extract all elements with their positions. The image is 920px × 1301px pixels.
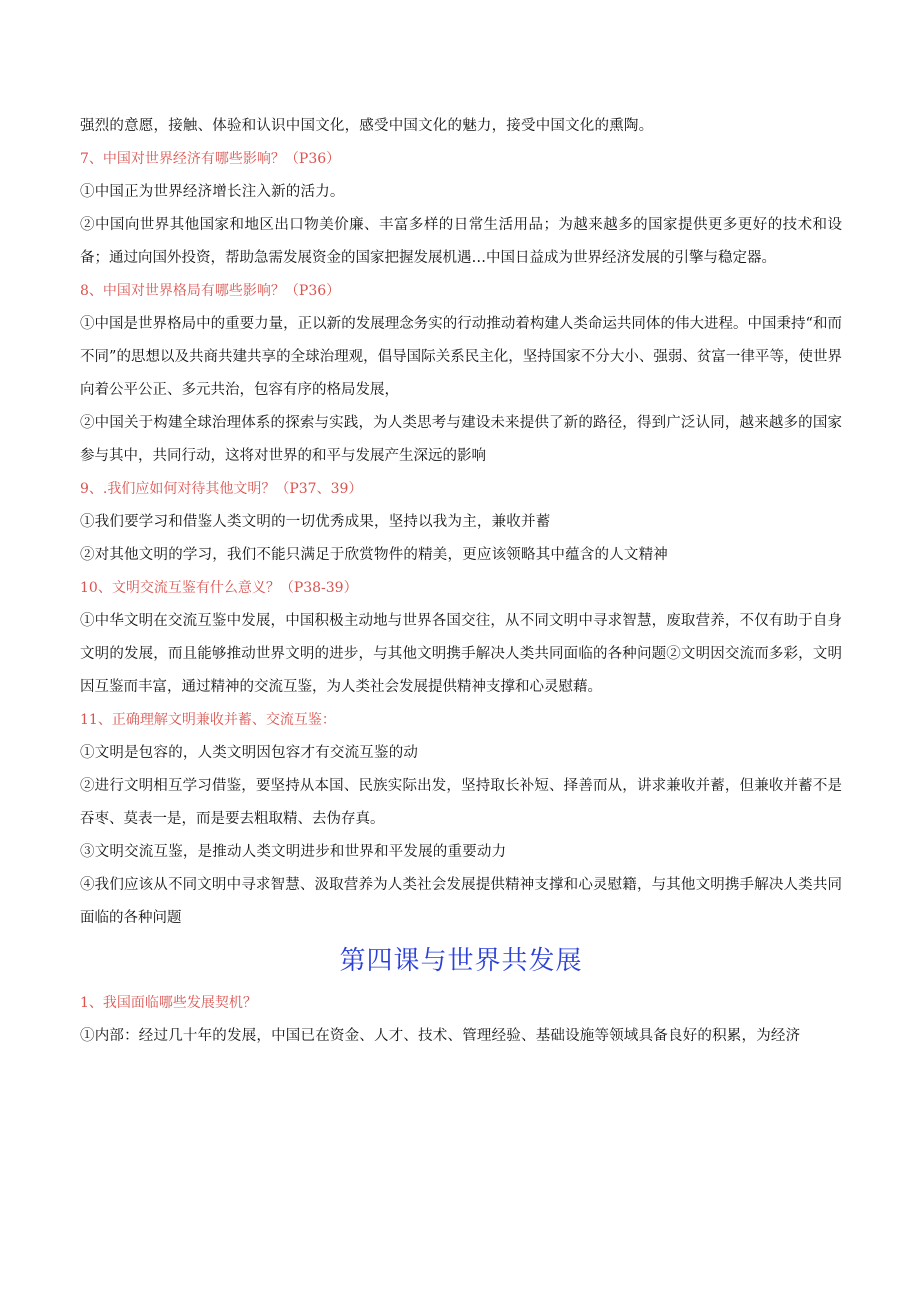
document-content <box>80 110 842 1053</box>
question-11-answer-1: ①文明是包容的，人类文明因包容才有交流互鉴的动 <box>80 745 419 761</box>
question-10-title: 10、文明交流互鉴有什么意义？（P38-39） <box>80 580 358 596</box>
question-11-answer-3: ③文明交流互鉴，是推动人类文明进步和世界和平发展的重要动力 <box>80 844 507 860</box>
question-8-title: 8、中国对世界格局有哪些影响？（P36） <box>80 283 341 299</box>
question-11-answer-4: ④我们应该从不同文明中寻求智慧、汲取营养为人类社会发展提供精神支撑和心灵慰籍，与其他文明携手解决人类共同面临的各种问题 <box>80 877 842 926</box>
question-9-answer-1: ①我们要学习和借鉴人类文明的一切优秀成果，坚持以我为主，兼收并蓄 <box>80 514 551 530</box>
question-8-answer-1: ①中国是世界格局中的重要力量，正以新的发展理念务实的行动推动着构建人类命运共同体的伟大进程。中国秉持“和而不同”的思想以及共商共建共享的全球治理观，倡导国际关系民主化，坚持国家不分大小、强弱、贫富一律平等，使世界向着公平公正、多元共治，包容有序的格局发展， <box>80 316 842 398</box>
question-7-answer-2: ②中国向世界其他国家和地区出口物美价廉、丰富多样的日常生活用品；为越来越多的国家提供更多更好的技术和设备；通过向国外投资，帮助急需发展资金的国家把握发展机遇…中国日益成为世界经济发展的引擎与稳定器。 <box>80 217 842 266</box>
question-9-answer-2: ②对其他文明的学习，我们不能只满足于欣赏物件的精美，更应该领略其中蕴含的人文精神 <box>80 547 668 563</box>
question-7-answer-1: ①中国正为世界经济增长注入新的活力。 <box>80 184 345 200</box>
intro-text: 强烈的意愿，接触、体验和认识中国文化，感受中国文化的魅力，接受中国文化的熏陶。 <box>80 118 654 134</box>
lesson-4-question-1-title: 1、我国面临哪些发展契机？ <box>80 995 257 1011</box>
lesson-4-question-1-answer-1: ①内部：经过几十年的发展，中国已在资金、人才、技术、管理经验、基础设施等领域具备良好的积累，为经济 <box>80 1028 801 1044</box>
question-11-answer-2: ②进行文明相互学习借鉴，要坚持从本国、民族实际出发，坚持取长补短、择善而从，讲求兼收并蓄，但兼收并蓄不是吞枣、莫表一是，而是要去粗取精、去伪存真。 <box>80 778 842 827</box>
question-9-title: 9、.我们应如何对待其他文明？（P37、39） <box>80 481 363 497</box>
question-11-title: 11、正确理解文明兼收并蓄、交流互鉴： <box>80 712 336 728</box>
question-10-answer-1: ①中华文明在交流互鉴中发展，中国积极主动地与世界各国交往，从不同文明中寻求智慧，废取营养，不仅有助于自身文明的发展，而且能够推动世界文明的进步，与其他文明携手解决人类共同面临的各种问题②文明因交流而多彩，文明因互鉴而丰富，通过精神的交流互鉴，为人类社会发展提供精神支撑和心灵慰藉。 <box>80 613 842 695</box>
question-7-title: 7、中国对世界经济有哪些影响？（P36） <box>80 151 341 167</box>
lesson-4-title: 第四课与世界共发展 <box>339 946 583 976</box>
question-8-answer-2: ②中国关于构建全球治理体系的探索与实践，为人类思考与建设未来提供了新的路径，得到广泛认同，越来越多的国家参与其中，共同行动，这将对世界的和平与发展产生深远的影响 <box>80 415 842 464</box>
